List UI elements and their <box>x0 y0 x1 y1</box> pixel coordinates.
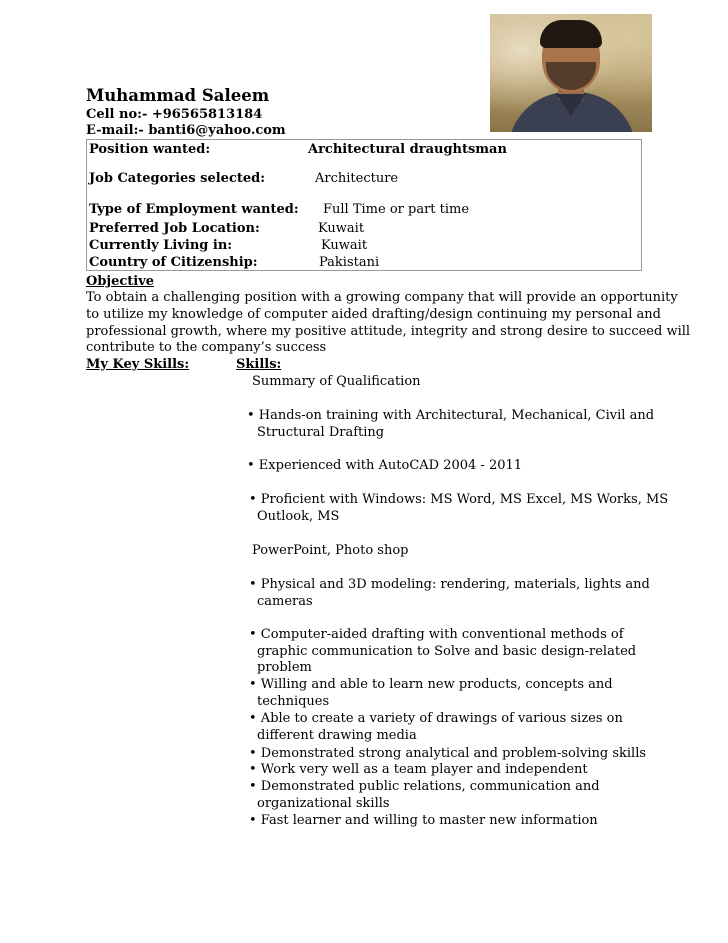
summary-of-qualification: Summary of Qualification <box>252 374 421 389</box>
skill-item: problem <box>257 660 312 675</box>
citizenship-value: Pakistani <box>319 255 380 270</box>
employment-type-value: Full Time or part time <box>323 202 470 217</box>
skill-item: • Experienced with AutoCAD 2004 - 2011 <box>247 458 523 473</box>
skill-item: • Hands-on training with Architectural, Mechanical, Civil and <box>247 408 655 423</box>
skill-item: • Computer-aided drafting with conventional methods of <box>249 627 624 642</box>
objective-line: to utilize my knowledge of computer aided drafting/design continuing my personal and <box>86 307 662 322</box>
skill-item: cameras <box>257 594 313 609</box>
skill-item: • Willing and able to learn new products, concepts and <box>249 677 613 692</box>
skill-item: • Physical and 3D modeling: rendering, materials, lights and <box>249 577 650 592</box>
current-living-label: Currently Living in: <box>89 238 233 253</box>
skill-item: organizational skills <box>257 796 390 811</box>
citizenship-label: Country of Citizenship: <box>89 255 258 270</box>
skill-item: • Proficient with Windows: MS Word, MS Excel, MS Works, MS <box>249 492 669 507</box>
skill-item: • Work very well as a team player and independent <box>249 762 588 777</box>
profile-photo <box>490 14 652 132</box>
skill-item: • Able to create a variety of drawings of various sizes on <box>249 711 623 726</box>
applicant-name: Muhammad Saleem <box>86 86 270 105</box>
skill-item: PowerPoint, Photo shop <box>252 543 409 558</box>
key-skills-heading: My Key Skills: <box>86 357 190 372</box>
objective-line: professional growth, where my positive attitude, integrity and strong desire to succeed will <box>86 324 691 339</box>
position-value: Architectural draughtsman <box>308 142 507 157</box>
skill-item: Outlook, MS <box>257 509 340 524</box>
current-living-value: Kuwait <box>321 238 368 253</box>
job-categories-label: Job Categories selected: <box>89 171 266 186</box>
objective-heading: Objective <box>86 274 155 289</box>
email-address: E-mail:- banti6@yahoo.com <box>86 123 286 138</box>
objective-line: To obtain a challenging position with a growing company that will provide an opportunity <box>86 290 678 305</box>
skill-item: • Demonstrated public relations, communication and <box>249 779 600 794</box>
skill-item: different drawing media <box>257 728 417 743</box>
objective-line: contribute to the company’s success <box>86 340 327 355</box>
skill-item: Structural Drafting <box>257 425 385 440</box>
skill-item: graphic communication to Solve and basic design-related <box>257 644 637 659</box>
skill-item: techniques <box>257 694 330 709</box>
skill-item: • Fast learner and willing to master new information <box>249 813 598 828</box>
cell-number: Cell no:- +96565813184 <box>86 107 263 122</box>
skills-heading: Skills: <box>236 357 282 372</box>
position-label: Position wanted: <box>89 142 211 157</box>
job-categories-value: Architecture <box>315 171 399 186</box>
preferred-location-label: Preferred Job Location: <box>89 221 260 236</box>
skill-item: • Demonstrated strong analytical and problem-solving skills <box>249 746 647 761</box>
preferred-location-value: Kuwait <box>318 221 365 236</box>
employment-type-label: Type of Employment wanted: <box>89 202 299 217</box>
